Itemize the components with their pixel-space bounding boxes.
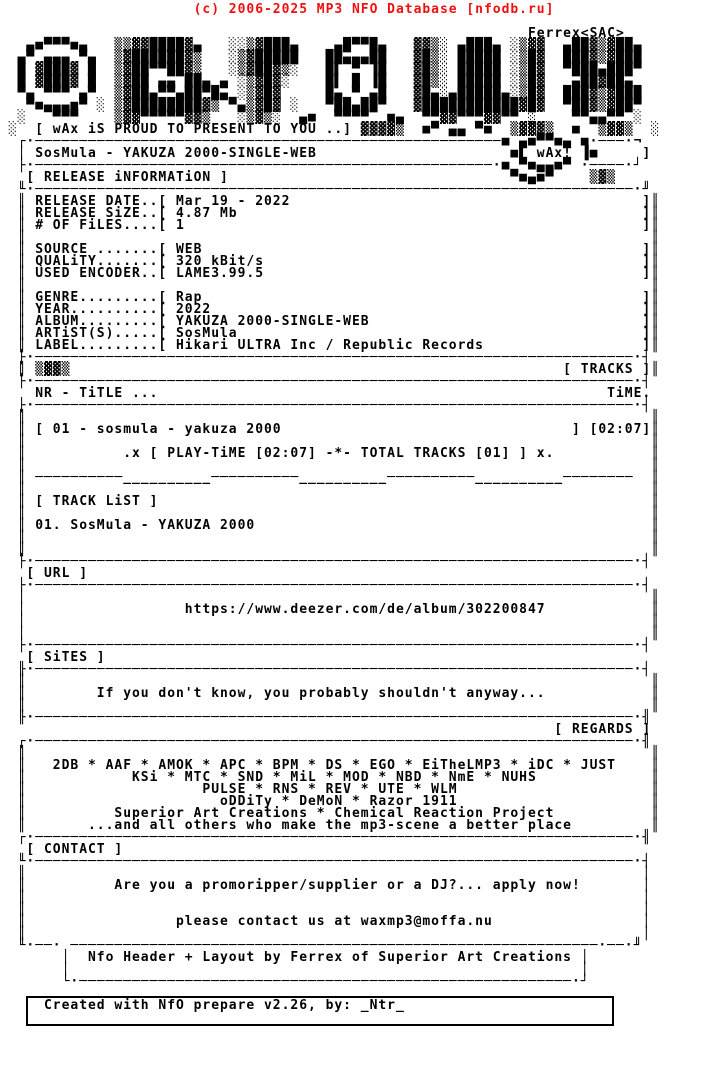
nfo-line: ║ ║	[0, 434, 660, 449]
nfo-line: │ https://www.deezer.com/de/album/302200847 ║	[0, 602, 660, 617]
nfo-line: ║ │	[0, 926, 652, 941]
nfo-line: ┌·────────────────────────────────────────────────────────────────────·╢	[0, 830, 652, 845]
nfo-line: ║ YEAR..........[ 2022 ]║	[0, 302, 660, 317]
nfo-line	[0, 1048, 704, 1060]
nfo-line: ║ If you don't know, you probably shouldn't anyway... ║	[0, 686, 660, 701]
nfo-line	[0, 1060, 704, 1072]
nfo-line: │ │	[0, 962, 590, 977]
nfo-line: [ URL ]	[0, 566, 88, 581]
nfo-line: [ CONTACT ]	[0, 842, 124, 857]
nfo-line: ║ SOURCE .......[ WEB ]║	[0, 242, 660, 257]
nfo-line: ║ oDDiTy * DeMoN * Razor 1911 ║	[0, 794, 660, 809]
nfo-line: ║ ...and all others who make the mp3-scene a better place ║	[0, 818, 660, 833]
nfo-line: ║ LABEL.........[ Hikari ULTRA Inc / Republic Records ]║	[0, 338, 660, 353]
nfo-line: │ SosMula - YAKUZA 2000-SINGLE-WEB ■▌ wAx! ▐■ ]	[0, 146, 652, 161]
nfo-line: ║ Superior Art Creations * Chemical Reaction Project ║	[0, 806, 660, 821]
nfo-line: ║ QUALiTY.......[ 320 kBit/s ]║	[0, 254, 660, 269]
nfo-line: ╙·──· ────────────────────────────────────────────────────────────·──·╜	[0, 938, 643, 953]
nfo-line: ║ ▒▓▓▒ [ TRACKS ]║	[0, 362, 660, 377]
nfo-line: [ RELEASE iNFORMATiON ] ▀■▄■▀ ▒▓▒	[0, 170, 616, 185]
nfo-line: ║ RELEASE SiZE..[ 4.87 Mb ]║	[0, 206, 660, 221]
nfo-line: ║ ║	[0, 542, 660, 557]
nfo-line: ╟·────────────────────────────────────────────────────────────────────·╢	[0, 710, 652, 725]
nfo-line: ║ .x [ PLAY-TiME [02:07] -*- TOTAL TRACKS [01] ] x. ║	[0, 446, 660, 461]
nfo-line: ▄■▀▀▀■▄ ▒▒▓▓████▓▄ ░░▒▓███▄ ▄█▀▀█▄ ▓▓▒░ ▄███▄ ░▒▓▓ ▄██▓▒▓██▄	[0, 38, 643, 53]
nfo-line: ║ ║	[0, 698, 660, 713]
nfo-line: ║ ║	[0, 530, 660, 545]
nfo-line: ║ KSi * MTC * SND * MiL * MOD * NBD * NmE * NUHS ║	[0, 770, 660, 785]
nfo-line	[0, 1036, 704, 1048]
nfo-line: ║ GENRE.........[ Rap ]║	[0, 290, 660, 305]
nfo-line: ├·────────────────────────────────────────────────────────────────────·┤	[0, 350, 652, 365]
nfo-line: ┌·─────────────────────────────────────────────────────■ ▄■▀▀■▄ ■·───·¬	[0, 134, 643, 149]
nfo-line: ║ ║	[0, 506, 660, 521]
nfo-line: ║ [ TRACK LiST ] ║	[0, 494, 660, 509]
nfo-line: │ ║	[0, 614, 660, 629]
nfo-line: ║ ║	[0, 674, 660, 689]
nfo-line: ├·────────────────────────────────────────────────────────────────────·┤	[0, 638, 652, 653]
nfo-line: ║ ──────────__________──────────__________──────────__________──────── ║	[0, 470, 660, 485]
nfo-line: NR - TiTLE ... TiME.	[0, 386, 652, 401]
created-with-box	[26, 996, 614, 1026]
nfo-line: ╙·────────────────────────────────────────────────────────────────────·┤	[0, 854, 652, 869]
nfo-line: ╙·────────────────────────────────────────────────────────────────────·╜	[0, 182, 652, 197]
nfo-line: ║ ║	[0, 746, 660, 761]
nfo-line: ║ [ 01 - sosmula - yakuza 2000 ] [02:07]║	[0, 422, 660, 437]
nfo-line: ║ ║	[0, 230, 660, 245]
nfo-line: ║ please contact us at waxmp3@moffa.nu │	[0, 914, 652, 929]
nfo-line: ║ 2DB * AAF * AMOK * APC * BPM * DS * EGO * EiTheLMP3 * iDC * JUST ║	[0, 758, 660, 773]
nfo-line: ╟·────────────────────────────────────────────────────────────────────·┤	[0, 662, 652, 677]
nfo-line: ├·────────────────────────────────────────────────────────────────────·┤	[0, 578, 652, 593]
nfo-line: ║ ARTiST(S).....[ SosMula ]║	[0, 326, 660, 341]
nfo-line: ├·────────────────────────────────────────────────────────────────────·┤	[0, 398, 652, 413]
nfo-line: █ ▓███▓ █ ▒▓██▀▀██▓▒ ░▒▓██▓▒░ █▌ ▀ ▐█ ▓█▒░ █████ ░▒█▓ ▀███▄███▀	[0, 62, 643, 77]
nfo-line: ▀■▄▄▄■▀ ░ ▒▓████████▓▒ ▀▄▒▓█▓ ░ ▀██▄██▀ ▓███████████▓█▓ ▀██▓▒▓██▀	[0, 98, 643, 113]
nfo-line: ├·────────────────────────────────────────────────────────────────────·┤	[0, 554, 652, 569]
nfo-line: ║ RELEASE DATE..[ Mar 19 - 2022 ]║	[0, 194, 660, 209]
nfo-line: ▀▄ ▀▀▀ ▄▀ ▒▓██▄▀▀▄██▀█▄ ░▒▓█▓ █▄ ▀ ▄█ ▓█▄░▄█████▄░▒█▓ ███▓▒▓███	[0, 86, 643, 101]
nfo-line: ├·────────────────────────────────────────────────────────────────────·┤	[0, 374, 652, 389]
nfo-line: ░ ▀▀▀ ▒▓▓▀▀▀▀▀▓▓▒ ░▒▓▒░ ▄■ ▀▀▀▀ ■▄ ▀▀▓▓▀▀▀▓▓▀▀ ░ ▀▀▄▄▀▀ ░	[0, 110, 643, 125]
nfo-line	[0, 1072, 704, 1084]
nfo-line: (c) 2006-2025 MP3 NFO Database [nfodb.ru]	[0, 2, 555, 17]
nfo-line: ║ │	[0, 902, 652, 917]
nfo-line: ║ # OF FiLES....[ 1 ]║	[0, 218, 660, 233]
nfo-line: │ ║	[0, 590, 660, 605]
nfo-line: ║ ║	[0, 458, 660, 473]
nfo-line: █ ▓███▓ █ ▒▓██ ▄▄ ██▄ ▄ ░▒▓█▓░ █▌ █ ▐█ ▓█▒░ █████ ░▒█▓ ▄██▓██▄	[0, 74, 643, 89]
nfo-line: ║ Are you a promoripper/supplier or a DJ?... apply now! │	[0, 878, 652, 893]
nfo-line: ║ USED ENCODER..[ LAME3.99.5 ]║	[0, 266, 660, 281]
nfo-line: ║ ║	[0, 482, 660, 497]
nfo-line: ┌·────────────────────────────────────────────────────────────────────·╢	[0, 734, 652, 749]
nfo-line: ║ │	[0, 866, 652, 881]
nfo-line: Ferrex<SAC>	[0, 26, 625, 41]
nfo-line: ░ [ wAx iS PROUD TO PRESENT TO YOU ..] ▓▓▓▓▒ ■▀ ▄▄ ▀■ ▒▓▓▓▒ ■ ▒▓▓▒ ░	[0, 122, 660, 137]
nfo-line: ▄▀ ▄▄▄ ▀▄ ▒▓██████▓▒ ░▒▓█████ ██▄▄▄██ ▓█▒░ █████ ░▒█▓ ███▓▒▓███	[0, 50, 643, 65]
nfo-line: ║ PULSE * RNS * REV * UTE * WLM ║	[0, 782, 660, 797]
nfo-line: Created with NfO prepare v2.26, by: _Ntr_	[0, 998, 405, 1013]
nfo-line: [ SiTES ]	[0, 650, 106, 665]
nfo-line: ║ │	[0, 890, 652, 905]
nfo-line: ║ 01. SosMula - YAKUZA 2000 ║	[0, 518, 660, 533]
nfo-line: └·────────────────────────────────────────────────────────·┘	[0, 974, 590, 989]
nfo-line: ║ ║	[0, 278, 660, 293]
nfo-line: ║ ║	[0, 410, 660, 425]
nfo-line: │ Nfo Header + Layout by Ferrex of Superior Art Creations │	[0, 950, 590, 965]
nfo-line: ║ ALBUM.........[ YAKUZA 2000-SINGLE-WEB ]║	[0, 314, 660, 329]
nfo-line: │ ║	[0, 626, 660, 641]
nfo-line: [ REGARDS ]	[0, 722, 652, 737]
nfo-line: ├·────────────────────────────────────────────────────·■ ▀■▄▄■▀ ·────·┘	[0, 158, 643, 173]
